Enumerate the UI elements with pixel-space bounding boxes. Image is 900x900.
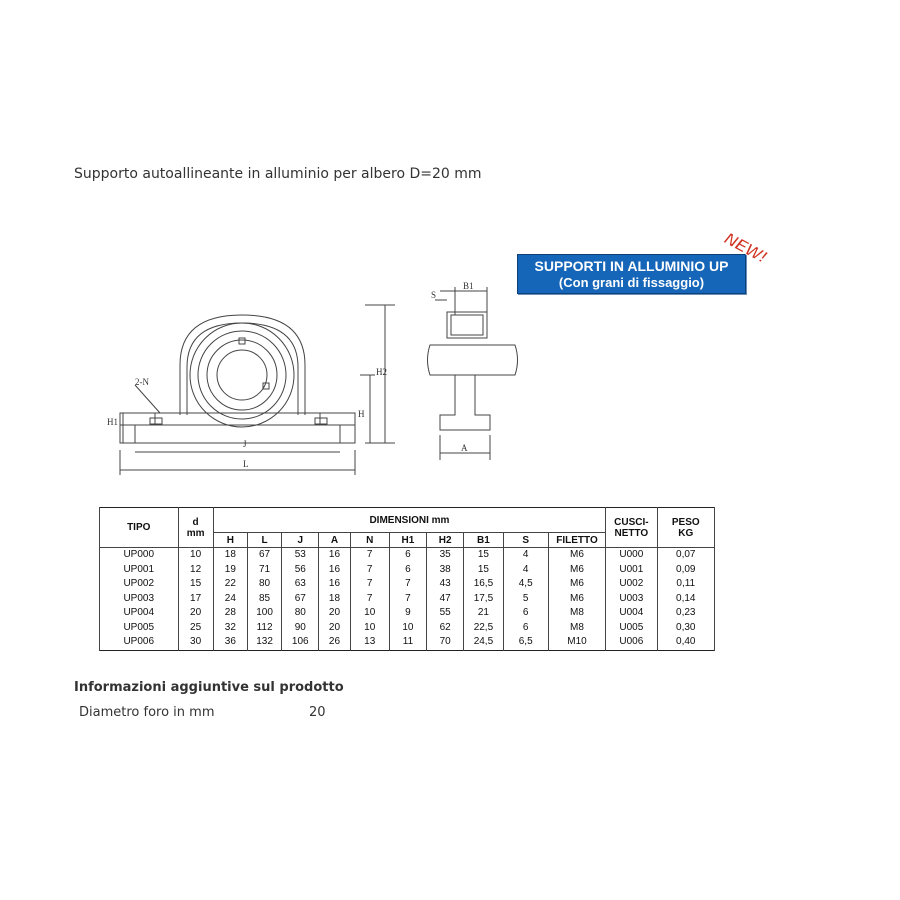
col-dimensioni: DIMENSIONI mm — [213, 508, 605, 533]
table-cell: 20 — [178, 606, 213, 621]
table-cell: 85 — [247, 592, 281, 607]
table-cell: 10 — [178, 548, 213, 563]
table-cell: 90 — [282, 621, 319, 636]
table-cell: 18 — [319, 592, 350, 607]
table-cell: 63 — [282, 577, 319, 592]
table-cell: 56 — [282, 563, 319, 578]
label-a: A — [461, 443, 468, 453]
diameter-value: 20 — [309, 705, 326, 720]
table-cell: 106 — [282, 635, 319, 650]
table-cell: 67 — [247, 548, 281, 563]
table-cell: 10 — [389, 621, 426, 636]
table-cell: UP001 — [100, 563, 179, 578]
col-dim-h1: H1 — [389, 533, 426, 548]
table-cell: 16,5 — [464, 577, 503, 592]
table-cell: 7 — [350, 592, 389, 607]
table-cell: 100 — [247, 606, 281, 621]
table-cell: 47 — [427, 592, 464, 607]
col-dim-l: L — [247, 533, 281, 548]
table-cell: U000 — [606, 548, 657, 563]
table-cell: 112 — [247, 621, 281, 636]
col-dim-b1: B1 — [464, 533, 503, 548]
col-cuscinetto: CUSCI- NETTO — [606, 508, 657, 548]
table-cell: 80 — [247, 577, 281, 592]
table-cell: 0,07 — [657, 548, 714, 563]
table-cell: M6 — [548, 548, 605, 563]
table-cell: 22 — [213, 577, 247, 592]
table-cell: 30 — [178, 635, 213, 650]
table-cell: U002 — [606, 577, 657, 592]
col-tipo: TIPO — [100, 508, 179, 548]
table-cell: UP004 — [100, 606, 179, 621]
table-cell: 55 — [427, 606, 464, 621]
table-cell: 20 — [319, 606, 350, 621]
table-cell: 7 — [389, 577, 426, 592]
col-d-label: d — [192, 516, 199, 528]
table-cell: 22,5 — [464, 621, 503, 636]
col-dim-filetto: FILETTO — [548, 533, 605, 548]
table-cell: UP006 — [100, 635, 179, 650]
banner-line2: (Con grani di fissaggio) — [558, 275, 705, 290]
table-cell: 6 — [389, 563, 426, 578]
table-row — [100, 577, 715, 592]
table-cell: 24 — [213, 592, 247, 607]
table-cell: 0,14 — [657, 592, 714, 607]
table-row — [100, 592, 715, 607]
col-dim-h2: H2 — [427, 533, 464, 548]
label-b1: B1 — [463, 281, 474, 291]
table-cell: 7 — [389, 592, 426, 607]
table-cell: M6 — [548, 577, 605, 592]
label-h: H — [358, 409, 365, 419]
table-cell: 36 — [213, 635, 247, 650]
table-cell: 0,09 — [657, 563, 714, 578]
label-h2: H2 — [376, 367, 387, 377]
label-2n: 2-N — [135, 377, 149, 387]
table-cell: 38 — [427, 563, 464, 578]
table-cell: 6 — [503, 606, 548, 621]
product-banner — [517, 254, 746, 294]
table-cell: U003 — [606, 592, 657, 607]
col-dim-a: A — [319, 533, 350, 548]
table-cell: 9 — [389, 606, 426, 621]
table-cell: 4,5 — [503, 577, 548, 592]
table-cell: 26 — [319, 635, 350, 650]
table-cell: 132 — [247, 635, 281, 650]
table-cell: M6 — [548, 592, 605, 607]
table-cell: UP002 — [100, 577, 179, 592]
table-cell: 19 — [213, 563, 247, 578]
table-cell: 6,5 — [503, 635, 548, 650]
table-cell: 70 — [427, 635, 464, 650]
table-cell: 32 — [213, 621, 247, 636]
label-j: J — [243, 439, 247, 449]
table-cell: 25 — [178, 621, 213, 636]
additional-info-heading: Informazioni aggiuntive sul prodotto — [74, 680, 344, 695]
table-cell: 16 — [319, 563, 350, 578]
new-badge-text: NEW! — [721, 228, 771, 267]
col-dim-s: S — [503, 533, 548, 548]
table-cell: UP005 — [100, 621, 179, 636]
table-cell: 13 — [350, 635, 389, 650]
table-cell: 15 — [464, 563, 503, 578]
table-cell: 11 — [389, 635, 426, 650]
col-peso-unit: KG — [678, 527, 694, 539]
table-cell: U004 — [606, 606, 657, 621]
table-cell: M8 — [548, 606, 605, 621]
table-cell: 0,23 — [657, 606, 714, 621]
label-s: S — [431, 290, 437, 300]
table-row — [100, 563, 715, 578]
table-cell: 17 — [178, 592, 213, 607]
table-row — [100, 621, 715, 636]
table-cell: 4 — [503, 563, 548, 578]
table-cell: 0,30 — [657, 621, 714, 636]
table-cell: 17,5 — [464, 592, 503, 607]
table-cell: 15 — [464, 548, 503, 563]
table-cell: U005 — [606, 621, 657, 636]
table-cell: 10 — [350, 606, 389, 621]
table-cell: 7 — [350, 563, 389, 578]
table-cell: 16 — [319, 577, 350, 592]
col-dim-n: N — [350, 533, 389, 548]
table-cell: 53 — [282, 548, 319, 563]
table-cell: 67 — [282, 592, 319, 607]
table-cell: 7 — [350, 577, 389, 592]
table-cell: 12 — [178, 563, 213, 578]
label-l: L — [243, 459, 249, 469]
col-d-unit: mm — [186, 527, 205, 539]
page-title: Supporto autoallineante in alluminio per albero D=20 mm — [74, 166, 482, 182]
table-cell: 80 — [282, 606, 319, 621]
table-cell: 21 — [464, 606, 503, 621]
table-cell: 28 — [213, 606, 247, 621]
col-peso-label: PESO — [671, 516, 700, 528]
spec-table-body — [100, 548, 715, 651]
table-cell: 0,11 — [657, 577, 714, 592]
table-cell: 6 — [503, 621, 548, 636]
table-cell: 6 — [389, 548, 426, 563]
table-cell: UP003 — [100, 592, 179, 607]
table-cell: 18 — [213, 548, 247, 563]
table-cell: M10 — [548, 635, 605, 650]
side-bearing — [447, 312, 487, 338]
table-cell: 16 — [319, 548, 350, 563]
col-dim-h: H — [213, 533, 247, 548]
table-cell: 24,5 — [464, 635, 503, 650]
table-row — [100, 548, 715, 563]
table-cell: U001 — [606, 563, 657, 578]
table-cell: 20 — [319, 621, 350, 636]
spec-table — [99, 507, 715, 651]
table-cell: 35 — [427, 548, 464, 563]
table-cell: U006 — [606, 635, 657, 650]
table-cell: 15 — [178, 577, 213, 592]
table-cell: UP000 — [100, 548, 179, 563]
table-cell: 71 — [247, 563, 281, 578]
table-row — [100, 635, 715, 650]
table-cell: 43 — [427, 577, 464, 592]
table-cell: M8 — [548, 621, 605, 636]
table-cell: 5 — [503, 592, 548, 607]
table-cell: 62 — [427, 621, 464, 636]
table-cell: 7 — [350, 548, 389, 563]
new-badge — [717, 228, 777, 268]
col-peso — [657, 508, 714, 548]
table-cell: 4 — [503, 548, 548, 563]
table-row — [100, 606, 715, 621]
label-h1: H1 — [107, 417, 118, 427]
table-cell: 0,40 — [657, 635, 714, 650]
col-d — [178, 508, 213, 548]
banner-line1: SUPPORTI IN ALLUMINIO UP — [534, 258, 729, 274]
table-cell: M6 — [548, 563, 605, 578]
col-dim-j: J — [282, 533, 319, 548]
diameter-label: Diametro foro in mm — [79, 705, 215, 720]
table-cell: 10 — [350, 621, 389, 636]
